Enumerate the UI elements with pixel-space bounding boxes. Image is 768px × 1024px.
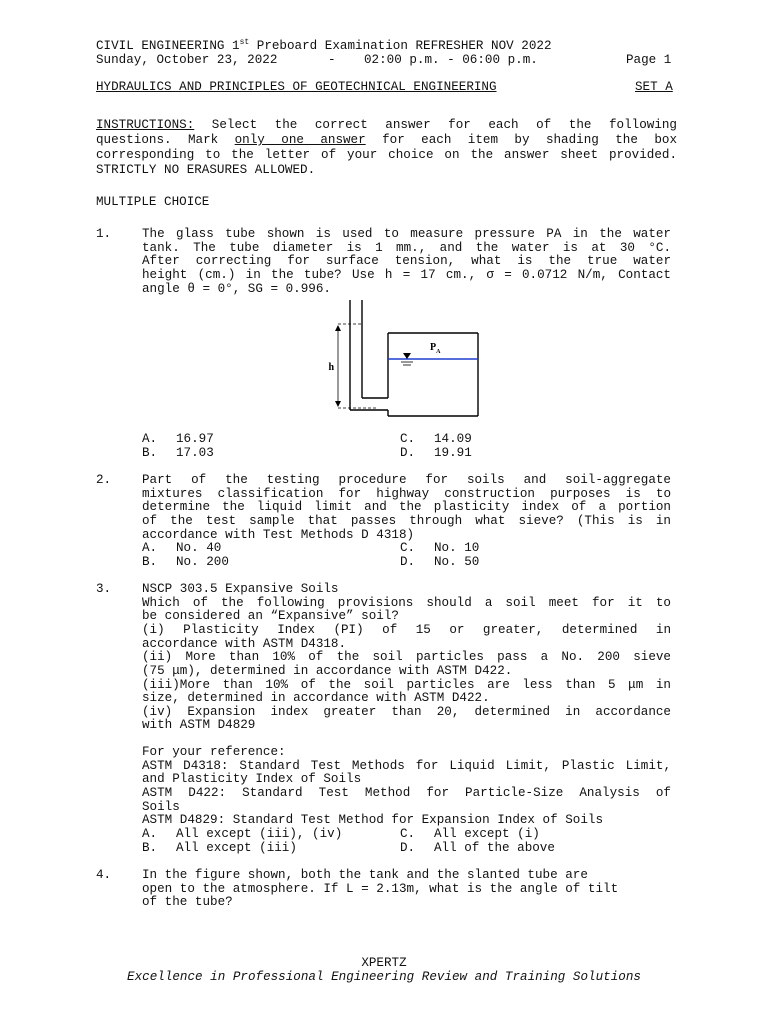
set-label: SET A <box>635 80 673 94</box>
option-b: B. All except (iii) <box>142 841 297 855</box>
question-text-line: (iv) Expansion index greater than 20, determined in accordance <box>142 705 671 719</box>
question-text-line: of the tube? <box>142 895 233 909</box>
question-text-line: determine the liquid limit and the plasticity index of a portion <box>142 500 671 514</box>
instructions-line-4: STRICTLY NO ERASURES ALLOWED. <box>96 163 316 177</box>
question-text-line: Soils <box>142 800 180 814</box>
exam-date: Sunday, October 23, 2022 <box>96 53 278 67</box>
option-d: D. All of the above <box>400 841 555 855</box>
question-text-line: In the figure shown, both the tank and the slanted tube are <box>142 868 588 882</box>
question-text-line: height (cm.) in the tube? Use h = 17 cm., σ = 0.0712 N/m, Contact <box>142 268 671 282</box>
subject-title: HYDRAULICS AND PRINCIPLES OF GEOTECHNICAL ENGINEERING <box>96 80 497 94</box>
question-text-line: of the test sample that passes through what sieve? (This is in <box>142 514 671 528</box>
question-text-line: size, determined in accordance with ASTM D422. <box>142 691 490 705</box>
question-text-line: NSCP 303.5 Expansive Soils <box>142 582 339 596</box>
question-text-line: ASTM D4829: Standard Test Method for Expansion Index of Soils <box>142 813 604 827</box>
exam-title: CIVIL ENGINEERING 1st Preboard Examination REFRESHER NOV 2022 <box>96 38 552 54</box>
option-b: B. No. 200 <box>142 555 229 569</box>
question-text-line: angle θ = 0°, SG = 0.996. <box>142 282 331 296</box>
question-text-line: tank. The tube diameter is 1 mm., and the water is at 30 °C. <box>142 241 671 255</box>
h-label: h <box>328 362 334 373</box>
question-text-line: Part of the testing procedure for soils and soil-aggregate <box>142 473 671 487</box>
question-text-line: accordance with Test Methods D 4318) <box>142 528 415 542</box>
option-a: A. All except (iii), (iv) <box>142 827 343 841</box>
footer-brand: XPERTZ <box>361 956 407 970</box>
exam-time: 02:00 p.m. - 06:00 p.m. <box>364 53 538 67</box>
option-b: B. 17.03 <box>142 446 214 460</box>
question-text-line: be considered an “Expansive” soil? <box>142 609 399 623</box>
question-text-line: After correcting for surface tension, what is the true water <box>142 254 671 268</box>
footer-tagline: Excellence in Professional Engineering Review and Training Solutions <box>127 970 641 984</box>
question-text-line: (iii)More than 10% of the soil particles are less than 5 μm in <box>142 678 671 692</box>
tube-tank-figure <box>320 298 484 418</box>
question-text-line: (i) Plasticity Index (PI) of 15 or greater, determined in <box>142 623 671 637</box>
pressure-label: $P_A$ <box>430 342 441 355</box>
question-number: 1. <box>96 227 112 241</box>
option-c: C. All except (i) <box>400 827 540 841</box>
section-title: MULTIPLE CHOICE <box>96 195 210 209</box>
option-a: A. 16.97 <box>142 432 214 446</box>
question-text-line: For your reference: <box>142 745 286 759</box>
option-c: C. 14.09 <box>400 432 472 446</box>
option-c: C. No. 10 <box>400 541 480 555</box>
option-d: D. 19.91 <box>400 446 472 460</box>
question-text-line: (75 μm), determined in accordance with ASTM D422. <box>142 664 513 678</box>
question-text-line: and Plasticity Index of Soils <box>142 772 362 786</box>
option-a: A. No. 40 <box>142 541 222 555</box>
question-number: 4. <box>96 868 112 882</box>
question-number: 2. <box>96 473 112 487</box>
page-number: Page 1 <box>626 53 672 67</box>
instructions-line-2: questions. Mark only one answer for each item by shading the box <box>96 133 677 147</box>
question-text-line: with ASTM D4829 <box>142 718 256 732</box>
date-time-separator: - <box>328 53 336 67</box>
question-text-line: open to the atmosphere. If L = 2.13m, what is the angle of tilt <box>142 882 619 896</box>
question-text-line: ASTM D422: Standard Test Method for Particle-Size Analysis of <box>142 786 671 800</box>
question-number: 3. <box>96 582 112 596</box>
question-text-line: accordance with ASTM D4318. <box>142 637 347 651</box>
question-text-line: mixtures classification for highway construction purposes is to <box>142 487 671 501</box>
instructions-line-1: INSTRUCTIONS: Select the correct answer for each of the following <box>96 118 677 132</box>
question-text-line: Which of the following provisions should a soil meet for it to <box>142 596 671 610</box>
instructions-line-3: corresponding to the letter of your choice on the answer sheet provided. <box>96 148 677 162</box>
option-d: D. No. 50 <box>400 555 480 569</box>
question-text-line: The glass tube shown is used to measure pressure PA in the water <box>142 227 671 241</box>
question-text-line: (ii) More than 10% of the soil particles pass a No. 200 sieve <box>142 650 671 664</box>
question-text-line: ASTM D4318: Standard Test Methods for Liquid Limit, Plastic Limit, <box>142 759 671 773</box>
water-level-symbol <box>403 353 411 359</box>
